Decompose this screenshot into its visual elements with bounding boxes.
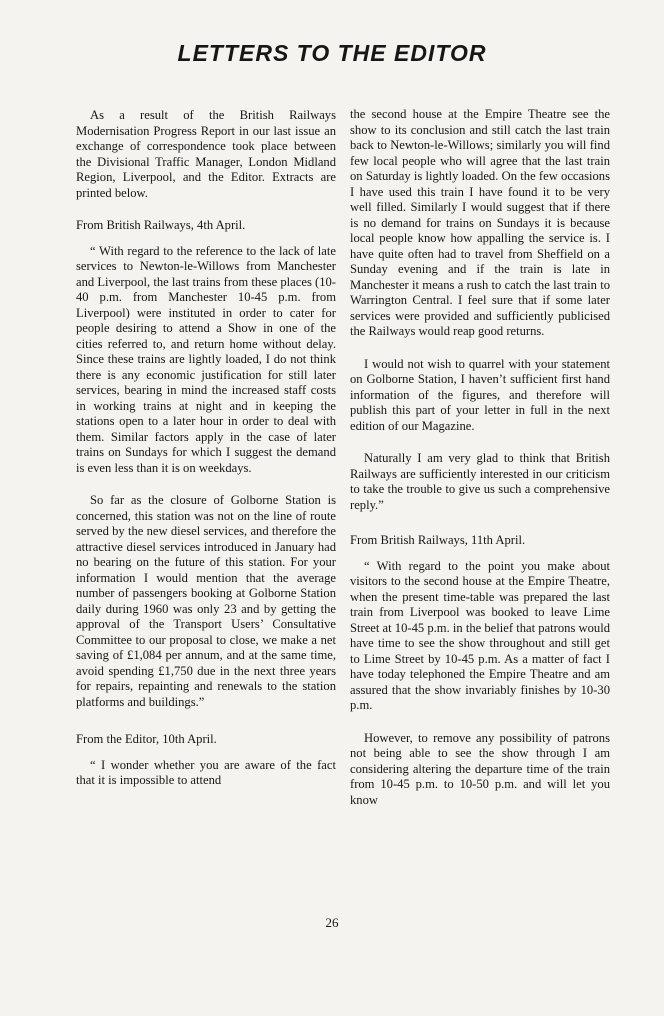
page-title: LETTERS TO THE EDITOR: [177, 40, 487, 66]
body-paragraph: However, to remove any possibility of patrons not being able to see the show through I am considering altering the departure time of the train from 10-45 p.m. to 10-50 p.m. and will let you know: [350, 730, 610, 807]
letter-heading: From British Railways, 4th April.: [76, 218, 246, 232]
page-number: 26: [325, 915, 339, 930]
intro-paragraph: As a result of the British Railways Modernisation Progress Report in our last issue an exchange of correspondence took place between the Divisional Traffic Manager, London Midland Region, Liverpool, and the Editor. Extracts are printed below.: [76, 108, 336, 200]
body-paragraph: So far as the closure of Golborne Station is concerned, this station was not on the line of route served by the new diesel services, and therefore the attractive diesel services introduced in January had no bearing on the future of this station. For your information I would mention that the average number of passengers booking at Golborne Station daily during 1960 was only 23 and by getting the approval of the Transport Users’ Consultative Committee to our proposal to close, we make a net saving of £1,084 per annum, and at the same time, avoid spending £1,750 due in the next three years for repairs, repainting and renewals to the station platforms and buildings.”: [76, 493, 336, 709]
body-paragraph: “ I wonder whether you are aware of the fact that it is impossible to attend: [76, 757, 336, 787]
body-paragraph: Naturally I am very glad to think that British Railways are sufficiently interested in our criticism to take the trouble to give us such a comprehensive reply.”: [350, 451, 610, 512]
body-paragraph: I would not wish to quarrel with your statement on Golborne Station, I haven’t sufficient first hand information of the figures, and therefore will publish this part of your letter in full in the next edition of our Magazine.: [350, 356, 610, 433]
letter-heading: From British Railways, 11th April.: [350, 533, 526, 547]
letter-heading: From the Editor, 10th April.: [76, 732, 217, 746]
right-column: [350, 107, 610, 825]
body-paragraph: “ With regard to the reference to the lack of late services to Newton-le-Willows from Manchester and Liverpool, the last trains from these places (10-40 p.m. from Manchester 10-45 p.m. from Liverpool) were instituted in order to cater for people desiring to attend a Show in one of the cities referred to, and return home without delay. Since these trains are lightly loaded, I do not think there is any economic justification for still later services, bearing in mind the increased staff costs in working trains at night and in keeping the stations open to a later hour in order to deal with them. Similar factors apply in the case of later trains on Sundays for which I suggest the demand is even less than it is on weekdays.: [76, 243, 336, 475]
continued-paragraph: the second house at the Empire Theatre see the show to its conclusion and still catch the last train back to Newton-le-Willows; similarly you will find few local people who will agree that the last train on Saturday is lightly loaded. On the few occasions I have used this train I have found it to be very well filled. Similarly I would suggest that if there is no demand for trains on Sundays it is because local people know how appalling the service is. I have quite often had to travel from Sheffield on a Sunday evening and if the train is late in Manchester it means a rush to catch the last train to Warrington Central. I feel sure that if some later services were provided and sufficiently publicised the Railways would reap good returns.: [350, 107, 610, 338]
left-column: [76, 108, 336, 806]
body-paragraph: “ With regard to the point you make about visitors to the second house at the Empire Theatre, when the present time-table was prepared the last train from Liverpool was booked to leave Lime Street at 10-45 p.m. in the belief that patrons would have time to see the show throughout and still get to Lime Street by 10-45 p.m. As a matter of fact I have today telephoned the Empire Theatre and am assured that the show invariably finishes by 10-30 p.m.: [350, 558, 610, 712]
